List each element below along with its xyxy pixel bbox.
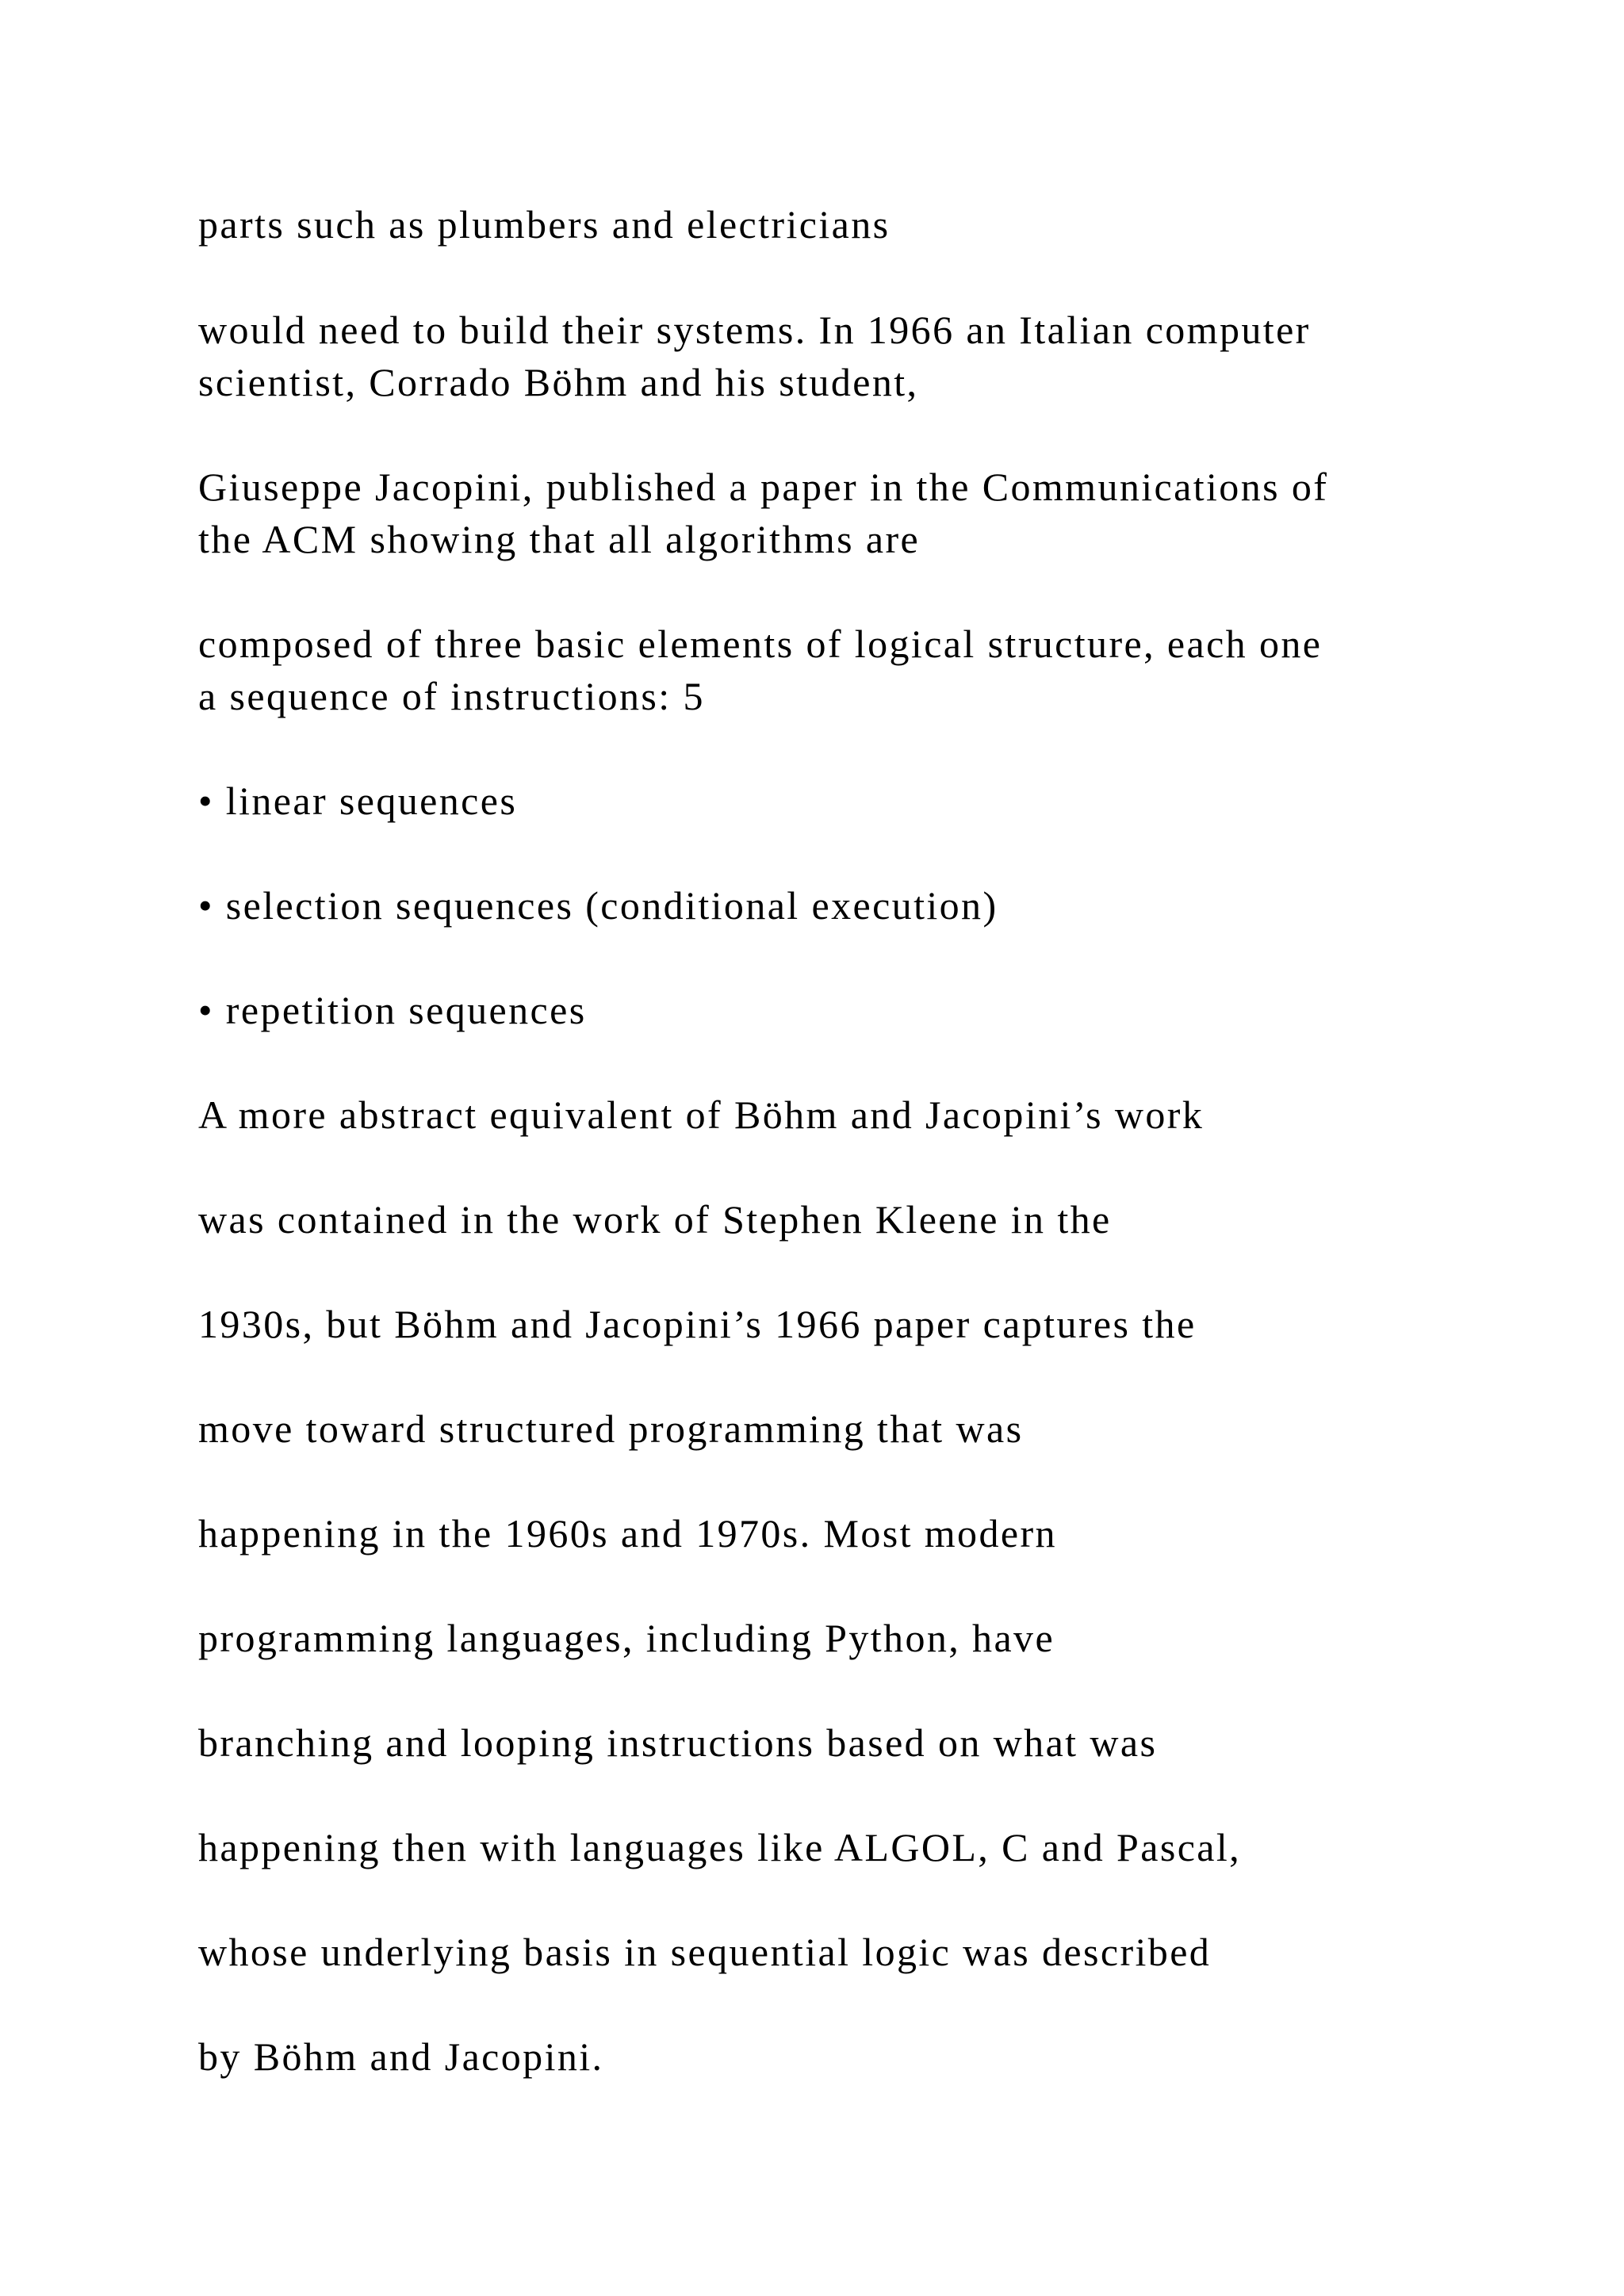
paragraph-4: composed of three basic elements of logical structure, each one a sequence of instructions: 5: [198, 622, 1323, 718]
bullet-selection-sequences: • selection sequences (conditional execution): [198, 883, 998, 928]
paragraph-16: whose underlying basis in sequential logic was described: [198, 1930, 1212, 1974]
paragraph-3: Giuseppe Jacopini, published a paper in the Communications of the ACM showing that all algorithms are: [198, 465, 1329, 561]
paragraph-2: would need to build their systems. In 1966 an Italian computer scientist, Corrado Böhm and his student,: [198, 308, 1311, 404]
paragraph-15: happening then with languages like ALGOL, C and Pascal,: [198, 1825, 1242, 1869]
paragraph-12: happening in the 1960s and 1970s. Most modern: [198, 1511, 1057, 1556]
paragraph-8: A more abstract equivalent of Böhm and Jacopini’s work: [198, 1093, 1205, 1137]
bullet-linear-sequences: • linear sequences: [198, 779, 518, 823]
paragraph-14: branching and looping instructions based on what was: [198, 1720, 1158, 1765]
paragraph-11: move toward structured programming that was: [198, 1406, 1024, 1451]
paragraph-17: by Böhm and Jacopini.: [198, 2034, 604, 2079]
bullet-repetition-sequences: • repetition sequences: [198, 988, 587, 1032]
paragraph-9: was contained in the work of Stephen Kleene in the: [198, 1197, 1112, 1242]
paragraph-1: parts such as plumbers and electricians: [198, 202, 891, 247]
paragraph-13: programming languages, including Python, have: [198, 1616, 1055, 1660]
paragraph-10: 1930s, but Böhm and Jacopini’s 1966 paper captures the: [198, 1302, 1197, 1346]
